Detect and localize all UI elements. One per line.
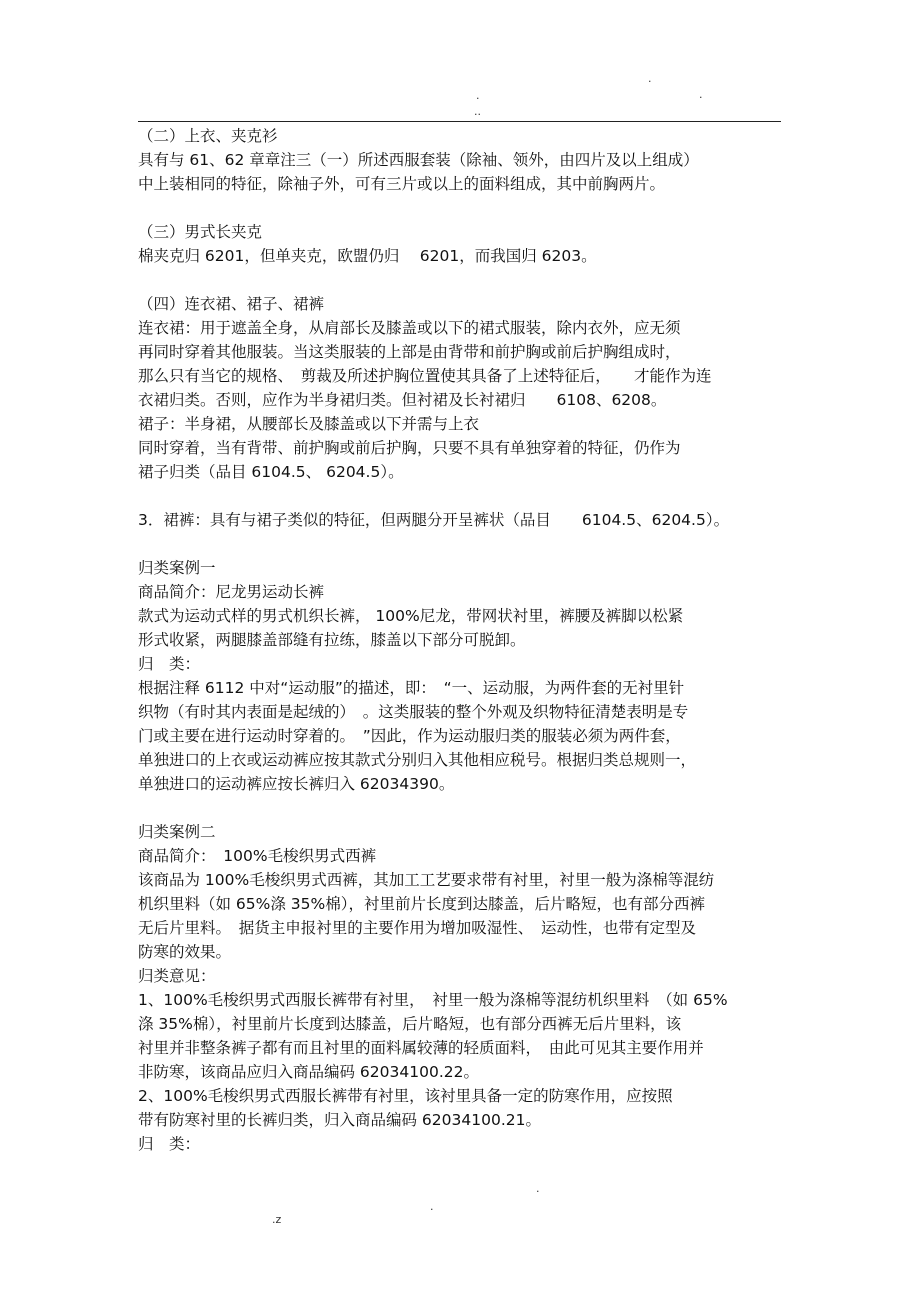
text-line: 棉夹克归 6201，但单夹克，欧盟仍归 6201，而我国归 6203。	[138, 247, 597, 265]
text-line: 根据注释 6112 中对“运动服”的描述，即： “一、运动服，为两件套的无衬里针	[138, 679, 685, 697]
text-line: 再同时穿着其他服装。当这类服装的上部是由背带和前护胸或前后护胸组成时，	[138, 343, 681, 361]
text-line: 归类案例二	[138, 823, 216, 841]
text-line: 单独进口的运动裤应按长裤归入 62034390。	[138, 775, 455, 793]
text-line: 具有与 61、62 章章注三（一）所述西服套装（除袖、领外，由四片及以上组成）	[138, 151, 699, 169]
text-line: 归 类：	[138, 655, 201, 673]
paragraph-gap	[138, 796, 788, 820]
text-line: 机织里料（如 65%涤 35%棉），衬里前片长度到达膝盖，后片略短，也有部分西裤	[138, 895, 706, 913]
document-body	[138, 124, 788, 1156]
text-line: 1、100%毛梭织男式西服长裤带有衬里， 衬里一般为涤棉等混纺机织里料 （如 65%	[138, 991, 728, 1009]
text-line: 连衣裙：用于遮盖全身，从肩部长及膝盖或以下的裙式服装，除内衣外，应无须	[138, 319, 681, 337]
text-line: 形式收紧，两腿膝盖部缝有拉练，膝盖以下部分可脱卸。	[138, 631, 526, 649]
text-line: 非防寒，该商品应归入商品编码 62034100.22。	[138, 1063, 479, 1081]
text-line: 归类意见：	[138, 967, 216, 985]
text-line: 同时穿着，当有背带、前护胸或前后护胸，只要不具有单独穿着的特征，仍作为	[138, 439, 681, 457]
text-line: 中上装相同的特征，除袖子外，可有三片或以上的面料组成，其中前胸两片。	[138, 175, 666, 193]
header-mark: ..	[474, 105, 481, 118]
text-line: 2、100%毛梭织男式西服长裤带有衬里，该衬里具备一定的防寒作用，应按照	[138, 1087, 673, 1105]
text-line: 裙子：半身裙，从腰部长及膝盖或以下并需与上衣	[138, 415, 480, 433]
text-line: 那么只有当它的规格、 剪裁及所述护胸位置使其具备了上述特征后， 才能作为连	[138, 367, 712, 385]
text-line: 商品简介： 100%毛梭织男式西裤	[138, 847, 377, 865]
paragraph-gap	[138, 268, 788, 292]
text-line: 防寒的效果。	[138, 943, 232, 961]
text-line: 归 类：	[138, 1135, 201, 1153]
text-line: （四）连衣裙、裙子、裙裤	[138, 295, 325, 313]
text-line: 单独进口的上衣或运动裤应按其款式分别归入其他相应税号。根据归类总规则一，	[138, 751, 697, 769]
text-line: 裙子归类（品目 6104.5、 6204.5）。	[138, 463, 404, 481]
footer-mark: .	[430, 1200, 434, 1213]
header-mark: .	[699, 88, 703, 101]
footer-mark: .z	[272, 1213, 282, 1226]
text-line: 衣裙归类。否则，应作为半身裙归类。但衬裙及长衬裙归 6108、6208。	[138, 391, 667, 409]
header-rule	[138, 121, 781, 122]
paragraph-gap	[138, 196, 788, 220]
text-line: 门或主要在进行运动时穿着的。 ”因此，作为运动服归类的服装必须为两件套，	[138, 727, 681, 745]
text-line: （三）男式长夹克	[138, 223, 263, 241]
footer-mark: .	[536, 1182, 540, 1195]
text-line: 涤 35%棉），衬里前片长度到达膝盖，后片略短，也有部分西裤无后片里料，该	[138, 1015, 682, 1033]
text-line: 该商品为 100%毛梭织男式西裤，其加工工艺要求带有衬里，衬里一般为涤棉等混纺	[138, 871, 715, 889]
paragraph-gap	[138, 484, 788, 508]
text-line: 衬里并非整条裤子都有而且衬里的面料属较薄的轻质面料， 由此可见其主要作用并	[138, 1039, 704, 1057]
text-line: 款式为运动式样的男式机织长裤， 100%尼龙，带网状衬里，裤腰及裤脚以松紧	[138, 607, 684, 625]
header-mark: .	[476, 89, 480, 102]
text-line: 无后片里料。 据货主申报衬里的主要作用为增加吸湿性、 运动性，也带有定型及	[138, 919, 697, 937]
header-mark: .	[648, 72, 652, 85]
text-line: 商品简介：尼龙男运动长裤	[138, 583, 325, 601]
text-line: 带有防寒衬里的长裤归类，归入商品编码 62034100.21。	[138, 1111, 541, 1129]
text-line: 织物（有时其内表面是起绒的） 。这类服装的整个外观及织物特征清楚表明是专	[138, 703, 689, 721]
text-line: （二）上衣、夹克衫	[138, 127, 278, 145]
text-line: 归类案例一	[138, 559, 216, 577]
text-line: 3．裙裤：具有与裙子类似的特征，但两腿分开呈裤状（品目 6104.5、6204.5）。	[138, 511, 730, 529]
paragraph-gap	[138, 532, 788, 556]
